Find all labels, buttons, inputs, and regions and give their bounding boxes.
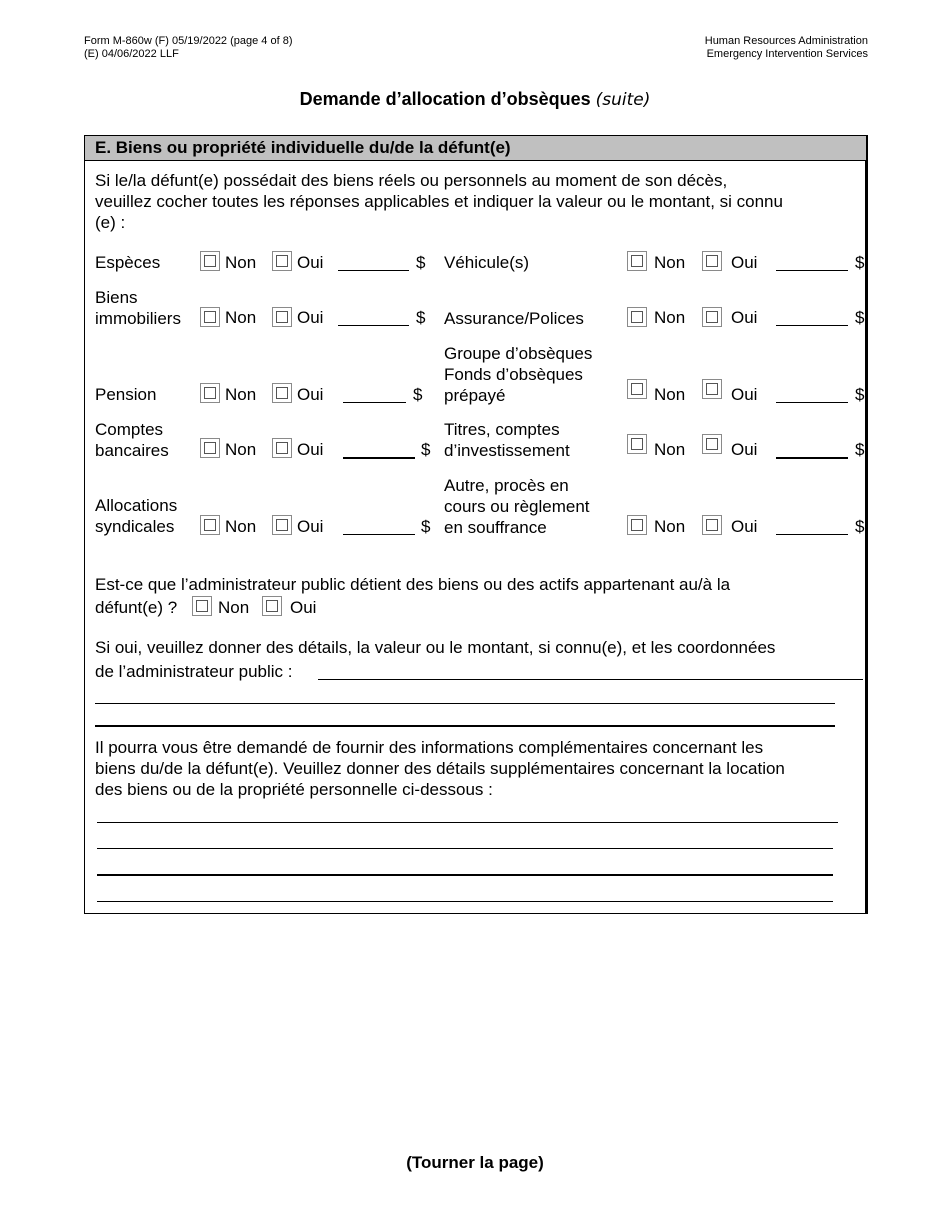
vehicules-non-label: Non: [654, 253, 686, 272]
public-admin-oui-label: Oui: [290, 598, 317, 617]
especes-amount-field[interactable]: [338, 270, 409, 271]
allocations-syndicales-oui-label: Oui: [297, 517, 324, 536]
vehicules-oui-checkbox[interactable]: [702, 251, 722, 271]
public-admin-details-field[interactable]: [318, 679, 863, 680]
groupe-obseques-non-checkbox[interactable]: [627, 379, 647, 399]
asset-label-biens-immobiliers: Biens immobiliers: [95, 288, 181, 328]
assurance-non-checkbox[interactable]: [627, 307, 647, 327]
pension-non-label: Non: [225, 385, 257, 404]
comptes-bancaires-non-checkbox[interactable]: [200, 438, 220, 458]
agency-name: Human Resources Administration Emergency Intervention Services: [704, 35, 868, 60]
additional-info-line-4[interactable]: [97, 901, 833, 902]
biens-immobiliers-oui-checkbox[interactable]: [272, 307, 292, 327]
additional-info-instructions: Il pourra vous être demandé de fournir des informations complémentaires concernant les biens du/de la défunt(e). Veuillez donner des détails supplémentaires concernant la location des biens ou de la propriété personnelle ci-dessous :: [95, 738, 785, 799]
autre-oui-checkbox[interactable]: [702, 515, 722, 535]
public-admin-question-end: défunt(e) ?: [95, 598, 178, 617]
titres-amount-field[interactable]: [776, 457, 848, 459]
vehicules-non-checkbox[interactable]: [627, 251, 647, 271]
biens-immobiliers-amount-field[interactable]: [338, 325, 409, 326]
groupe-obseques-oui-checkbox[interactable]: [702, 379, 722, 399]
asset-label-vehicules: Véhicule(s): [444, 253, 530, 272]
biens-immobiliers-currency: $: [416, 308, 426, 327]
public-admin-non-checkbox[interactable]: [192, 596, 212, 616]
autre-amount-field[interactable]: [776, 534, 848, 535]
autre-non-checkbox[interactable]: [627, 515, 647, 535]
especes-oui-checkbox[interactable]: [272, 251, 292, 271]
assurance-non-label: Non: [654, 308, 686, 327]
section-e-heading: E. Biens ou propriété individuelle du/de la défunt(e): [85, 136, 866, 161]
allocations-syndicales-non-checkbox[interactable]: [200, 515, 220, 535]
asset-label-allocations-syndicales: Allocations syndicales: [95, 496, 178, 536]
assurance-amount-field[interactable]: [776, 325, 848, 326]
form-number: Form M-860w (F) 05/19/2022 (page 4 of 8) (E) 04/06/2022 LLF: [84, 35, 293, 60]
asset-label-autre: Autre, procès en cours ou règlement en souffrance: [444, 476, 590, 537]
comptes-bancaires-oui-checkbox[interactable]: [272, 438, 292, 458]
public-admin-question: Est-ce que l’administrateur public détient des biens ou des actifs appartenant au/à la: [95, 575, 731, 594]
public-admin-details-line-3[interactable]: [95, 725, 835, 727]
assurance-oui-label: Oui: [731, 308, 758, 327]
asset-label-pension: Pension: [95, 385, 157, 404]
titres-oui-checkbox[interactable]: [702, 434, 722, 454]
especes-non-checkbox[interactable]: [200, 251, 220, 271]
public-admin-oui-checkbox[interactable]: [262, 596, 282, 616]
especes-non-label: Non: [225, 253, 257, 272]
vehicules-amount-field[interactable]: [776, 270, 848, 271]
comptes-bancaires-oui-label: Oui: [297, 440, 324, 459]
turn-page-notice: (Tourner la page): [406, 1153, 544, 1172]
pension-non-checkbox[interactable]: [200, 383, 220, 403]
titres-non-checkbox[interactable]: [627, 434, 647, 454]
biens-immobiliers-non-label: Non: [225, 308, 257, 327]
public-admin-details-prompt: Si oui, veuillez donner des détails, la valeur ou le montant, si connu(e), et les coordonnées: [95, 638, 776, 657]
additional-info-line-3[interactable]: [97, 874, 833, 876]
comptes-bancaires-non-label: Non: [225, 440, 257, 459]
groupe-obseques-non-label: Non: [654, 385, 686, 404]
biens-immobiliers-non-checkbox[interactable]: [200, 307, 220, 327]
groupe-obseques-currency: $: [855, 385, 865, 404]
autre-currency: $: [855, 517, 865, 536]
asset-label-titres: Titres, comptes d’investissement: [444, 420, 570, 460]
pension-oui-label: Oui: [297, 385, 324, 404]
vehicules-currency: $: [855, 253, 865, 272]
assurance-oui-checkbox[interactable]: [702, 307, 722, 327]
allocations-syndicales-currency: $: [421, 517, 431, 536]
allocations-syndicales-non-label: Non: [225, 517, 257, 536]
pension-currency: $: [413, 385, 423, 404]
titres-currency: $: [855, 440, 865, 459]
autre-oui-label: Oui: [731, 517, 758, 536]
groupe-obseques-oui-label: Oui: [731, 385, 758, 404]
page-title: Demande d’allocation d’obsèques (suite): [299, 89, 651, 110]
asset-label-groupe-obseques: Groupe d’obsèques Fonds d’obsèques prépayé: [444, 344, 593, 405]
biens-immobiliers-oui-label: Oui: [297, 308, 324, 327]
asset-label-assurance: Assurance/Polices: [444, 309, 584, 328]
additional-info-line-1[interactable]: [97, 822, 838, 823]
pension-amount-field[interactable]: [343, 402, 406, 403]
allocations-syndicales-amount-field[interactable]: [343, 534, 415, 535]
groupe-obseques-amount-field[interactable]: [776, 402, 848, 403]
vehicules-oui-label: Oui: [731, 253, 758, 272]
public-admin-non-label: Non: [218, 598, 250, 617]
section-intro: Si le/la défunt(e) possédait des biens réels ou personnels au moment de son décès, veuillez cocher toutes les réponses applicables et indiquer la valeur ou le montant, si connu (e) :: [95, 171, 783, 232]
pension-oui-checkbox[interactable]: [272, 383, 292, 403]
especes-oui-label: Oui: [297, 253, 324, 272]
autre-non-label: Non: [654, 517, 686, 536]
titres-oui-label: Oui: [731, 440, 758, 459]
allocations-syndicales-oui-checkbox[interactable]: [272, 515, 292, 535]
asset-label-comptes-bancaires: Comptes bancaires: [95, 420, 169, 460]
public-admin-details-prompt-end: de l’administrateur public :: [95, 662, 293, 681]
titres-non-label: Non: [654, 440, 686, 459]
especes-currency: $: [416, 253, 426, 272]
public-admin-details-line-2[interactable]: [95, 703, 835, 704]
asset-label-especes: Espèces: [95, 253, 161, 272]
comptes-bancaires-currency: $: [421, 440, 431, 459]
additional-info-line-2[interactable]: [97, 848, 833, 849]
comptes-bancaires-amount-field[interactable]: [343, 457, 415, 459]
assurance-currency: $: [855, 308, 865, 327]
